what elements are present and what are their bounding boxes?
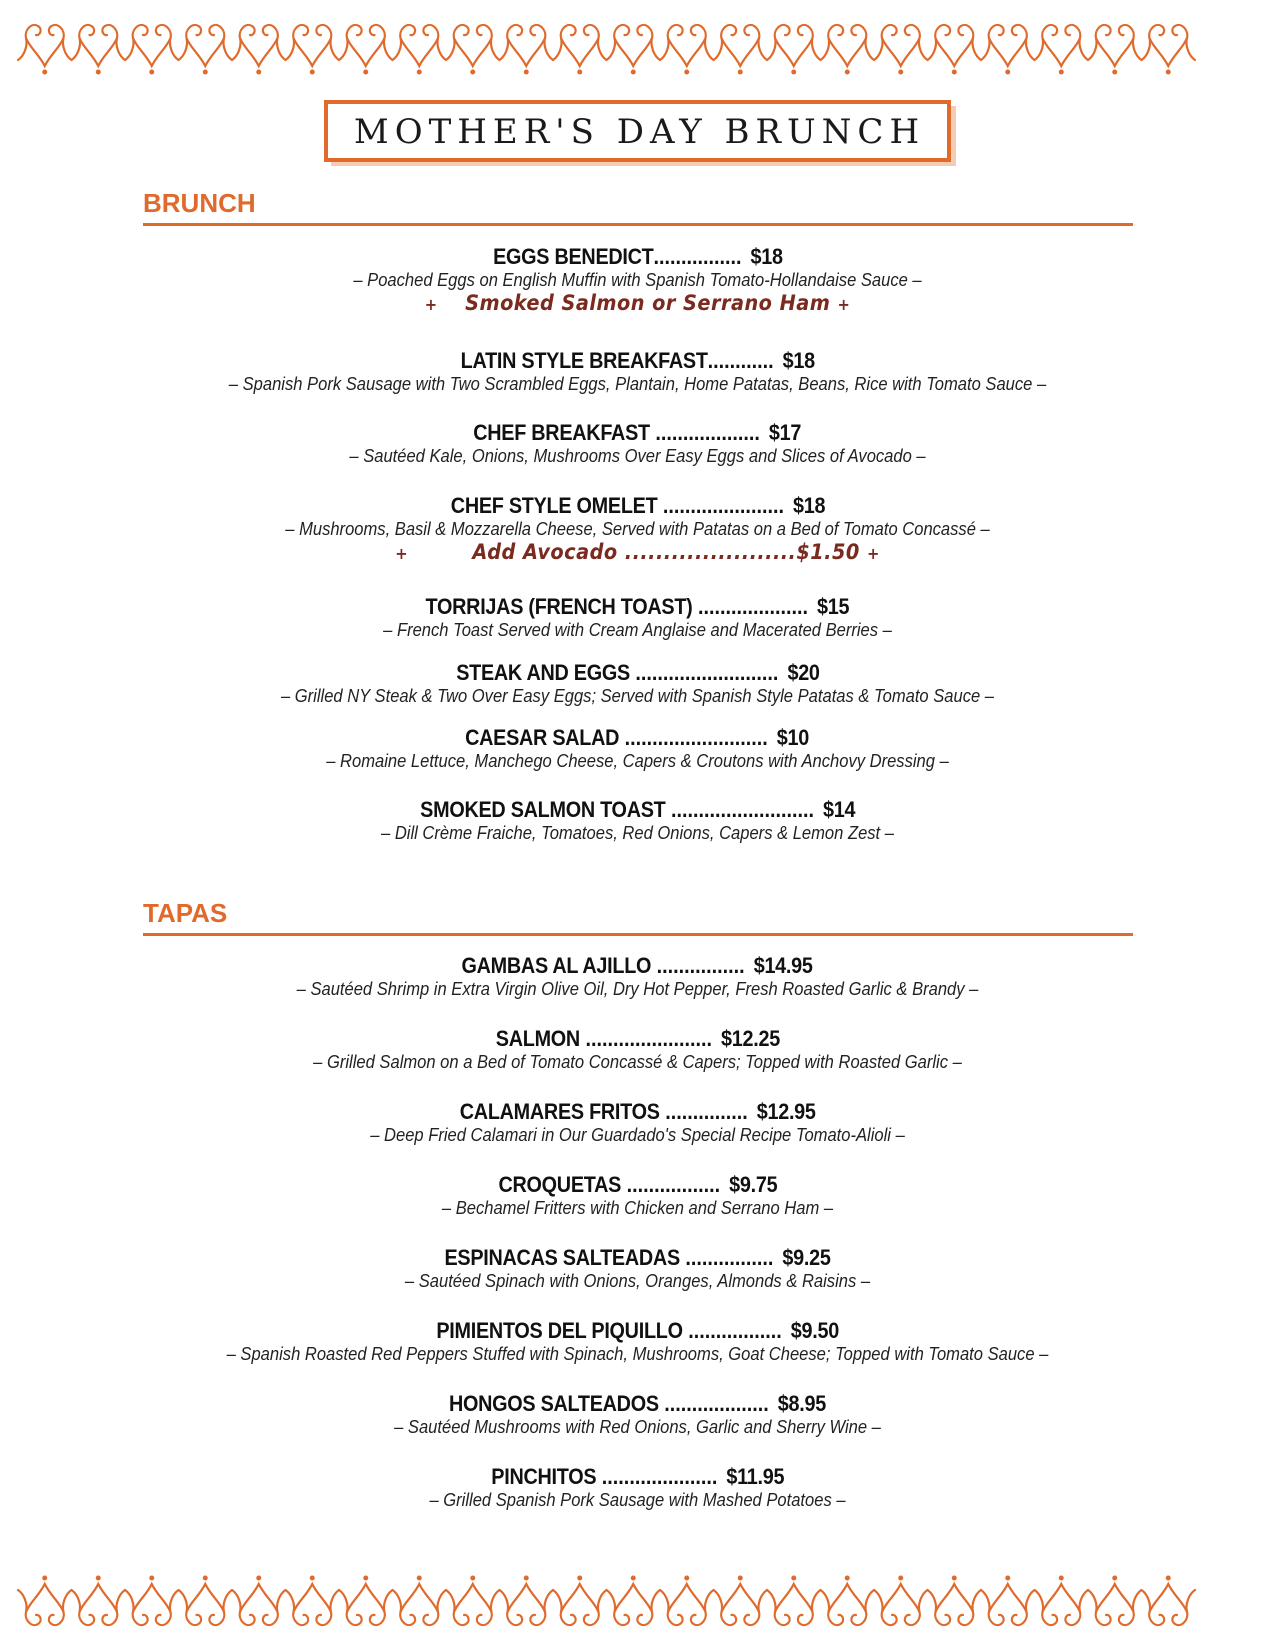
menu-item-leader-dots: ................... bbox=[658, 1391, 769, 1416]
menu-item-leader-dots: ................ bbox=[679, 1245, 774, 1270]
scroll-ornament bbox=[553, 25, 607, 75]
scroll-ornament bbox=[1142, 1576, 1196, 1626]
scroll-ornament bbox=[660, 1576, 714, 1626]
menu-item-name: ESPINACAS SALTEADAS bbox=[444, 1245, 680, 1270]
menu-item-leader-dots: ............ bbox=[707, 348, 774, 373]
scroll-ornament bbox=[339, 25, 393, 75]
menu-item-leader-dots: .................... bbox=[692, 594, 809, 619]
scroll-ornament bbox=[553, 1576, 607, 1626]
menu-item-title-line bbox=[420, 797, 855, 823]
menu-item-price: $14.95 bbox=[754, 953, 814, 978]
scroll-ornament bbox=[767, 25, 821, 75]
menu-item-description: – Spanish Pork Sausage with Two Scrambled Eggs, Plantain, Home Patatas, Beans, Rice with Tomato Sauce – bbox=[228, 374, 1047, 394]
menu-item bbox=[0, 797, 1275, 844]
scroll-ornament bbox=[714, 25, 768, 75]
menu-item-name: TORRIJAS (FRENCH TOAST) bbox=[425, 594, 693, 619]
menu-item-name: CHEF STYLE OMELET bbox=[450, 493, 657, 518]
scroll-ornament bbox=[446, 1576, 500, 1626]
menu-item-leader-dots: ................ bbox=[653, 244, 742, 269]
menu-item bbox=[0, 1172, 1275, 1219]
scroll-ornament bbox=[286, 25, 340, 75]
menu-item-description: – Romaine Lettuce, Manchego Cheese, Capers & Croutons with Anchovy Dressing – bbox=[326, 751, 949, 771]
menu-item bbox=[0, 1245, 1275, 1292]
menu-item-price: $14 bbox=[822, 797, 856, 822]
scroll-ornament bbox=[500, 25, 554, 75]
scroll-ornament bbox=[874, 1576, 928, 1626]
menu-item-leader-dots: ....................... bbox=[579, 1026, 712, 1051]
menu-item bbox=[0, 244, 1275, 315]
scroll-ornament bbox=[1142, 25, 1196, 75]
scroll-ornament bbox=[1088, 1576, 1142, 1626]
plus-icon: + bbox=[395, 544, 409, 563]
menu-item-description: – Sautéed Spinach with Onions, Oranges, Almonds & Raisins – bbox=[404, 1271, 871, 1291]
menu-item-name: SMOKED SALMON TOAST bbox=[419, 797, 666, 822]
scroll-ornament bbox=[928, 25, 982, 75]
menu-item-name: CAESAR SALAD bbox=[465, 725, 620, 750]
bottom-ornamental-border bbox=[0, 1562, 1275, 1642]
scroll-ornament bbox=[1088, 25, 1142, 75]
menu-item-price: $9.25 bbox=[782, 1245, 831, 1270]
scroll-ornament bbox=[18, 25, 72, 75]
menu-item-title-line bbox=[436, 1318, 839, 1344]
scroll-ornament bbox=[821, 1576, 875, 1626]
brunch-divider bbox=[143, 223, 1133, 226]
menu-item bbox=[0, 725, 1275, 772]
menu-item-price: $10 bbox=[777, 725, 810, 750]
menu-item-description: – Poached Eggs on English Muffin with Spanish Tomato-Hollandaise Sauce – bbox=[353, 270, 922, 290]
menu-item-description: – Grilled Spanish Pork Sausage with Mashed Potatoes – bbox=[429, 1490, 846, 1510]
plus-icon: + bbox=[866, 544, 880, 563]
menu-item bbox=[0, 953, 1275, 1000]
menu-item-name: GAMBAS AL AJILLO bbox=[461, 953, 652, 978]
scroll-ornament bbox=[125, 1576, 179, 1626]
scroll-ornament bbox=[339, 1576, 393, 1626]
menu-item-leader-dots: .......................... bbox=[619, 725, 769, 750]
menu-item-description: – Dill Crème Fraiche, Tomatoes, Red Onions, Capers & Lemon Zest – bbox=[381, 823, 894, 843]
menu-item-title-line bbox=[460, 1099, 816, 1125]
menu-item-name: CHEF BREAKFAST bbox=[473, 420, 651, 445]
menu-item-title-line bbox=[450, 493, 824, 519]
title-banner bbox=[0, 100, 1275, 162]
brunch-section-header bbox=[143, 188, 1133, 226]
scroll-ornament bbox=[72, 25, 126, 75]
scroll-ornament bbox=[981, 25, 1035, 75]
menu-item bbox=[0, 493, 1275, 564]
menu-item-title-line bbox=[498, 1172, 777, 1198]
menu-item-leader-dots: .......................... bbox=[629, 660, 779, 685]
menu-item-price: $9.75 bbox=[728, 1172, 777, 1197]
menu-item-name: HONGOS SALTEADOS bbox=[448, 1391, 659, 1416]
tapas-divider bbox=[143, 933, 1133, 936]
scroll-ornament bbox=[393, 25, 447, 75]
menu-item-title-line bbox=[460, 348, 814, 374]
scroll-ornament bbox=[660, 25, 714, 75]
menu-item bbox=[0, 594, 1275, 641]
menu-item-description: – Grilled NY Steak & Two Over Easy Eggs; Served with Spanish Style Patatas & Tomato Sauce – bbox=[280, 686, 995, 706]
menu-item-name: EGGS BENEDICT bbox=[492, 244, 654, 269]
menu-item-description: – Deep Fried Calamari in Our Guardado's Special Recipe Tomato-Alioli – bbox=[370, 1125, 905, 1145]
page-title: MOTHER'S DAY BRUNCH bbox=[353, 112, 926, 152]
menu-item-name: SALMON bbox=[495, 1026, 580, 1051]
menu-item-leader-dots: ................. bbox=[620, 1172, 720, 1197]
menu-item-price: $15 bbox=[817, 594, 850, 619]
menu-item-title-line bbox=[456, 660, 819, 686]
menu-item bbox=[0, 1099, 1275, 1146]
menu-item-name: PIMIENTOS DEL PIQUILLO bbox=[436, 1318, 683, 1343]
scroll-ornament bbox=[607, 25, 661, 75]
menu-item-title-line bbox=[426, 594, 850, 620]
scroll-ornament bbox=[821, 25, 875, 75]
menu-item-description: – Sautéed Kale, Onions, Mushrooms Over Easy Eggs and Slices of Avocado – bbox=[349, 446, 926, 466]
scroll-ornament bbox=[446, 25, 500, 75]
scroll-ornament bbox=[928, 1576, 982, 1626]
menu-item-name: CROQUETAS bbox=[498, 1172, 621, 1197]
scroll-ornament bbox=[286, 1576, 340, 1626]
menu-item-title-line bbox=[466, 725, 810, 751]
menu-item-title-line bbox=[491, 1464, 784, 1490]
menu-item-title-line bbox=[493, 244, 783, 270]
scroll-ornament bbox=[72, 1576, 126, 1626]
menu-item-price: $9.50 bbox=[790, 1318, 839, 1343]
menu-item-description: – Bechamel Fritters with Chicken and Serrano Ham – bbox=[441, 1198, 834, 1218]
menu-item-description: – French Toast Served with Cream Anglaise and Macerated Berries – bbox=[383, 620, 892, 640]
menu-item-leader-dots: ...................... bbox=[656, 493, 784, 518]
menu-item-addon bbox=[51, 540, 1224, 564]
menu-item-name: CALAMARES FRITOS bbox=[459, 1099, 660, 1124]
menu-item-price: $18 bbox=[750, 244, 783, 269]
menu-item bbox=[0, 1026, 1275, 1073]
menu-item-leader-dots: ................. bbox=[682, 1318, 782, 1343]
menu-item-price: $17 bbox=[769, 420, 802, 445]
title-box bbox=[324, 100, 951, 162]
menu-item bbox=[0, 348, 1275, 395]
menu-item-price: $18 bbox=[792, 493, 825, 518]
menu-item bbox=[0, 420, 1275, 467]
menu-item-title-line bbox=[462, 953, 813, 979]
menu-item bbox=[0, 1391, 1275, 1438]
menu-item-addon-text: Smoked Salmon or Serrano Ham bbox=[465, 291, 831, 315]
menu-item-price: $20 bbox=[787, 660, 820, 685]
menu-item-description: – Sautéed Mushrooms with Red Onions, Garlic and Sherry Wine – bbox=[394, 1417, 881, 1437]
menu-item-price: $12.95 bbox=[756, 1099, 816, 1124]
tapas-section-header bbox=[143, 898, 1133, 936]
menu-item-price: $8.95 bbox=[777, 1391, 827, 1416]
menu-item-description: – Spanish Roasted Red Peppers Stuffed with Spinach, Mushrooms, Goat Cheese; Topped with Tomato Sauce – bbox=[226, 1344, 1049, 1364]
menu-item-description: – Sautéed Shrimp in Extra Virgin Olive Oil, Dry Hot Pepper, Fresh Roasted Garlic & Brandy – bbox=[296, 979, 979, 999]
menu-item-title-line bbox=[449, 1391, 826, 1417]
scroll-ornament bbox=[232, 1576, 286, 1626]
scroll-ornament bbox=[18, 1576, 72, 1626]
tapas-heading: TAPAS bbox=[143, 898, 228, 928]
menu-item-addon bbox=[51, 291, 1224, 315]
scroll-ornament bbox=[125, 25, 179, 75]
menu-item-leader-dots: ................... bbox=[650, 420, 761, 445]
menu-item-leader-dots: ..................... bbox=[596, 1464, 718, 1489]
scroll-ornament bbox=[1035, 1576, 1089, 1626]
scroll-ornament bbox=[1035, 25, 1089, 75]
scroll-ornament bbox=[179, 25, 233, 75]
menu-item-name: STEAK AND EGGS bbox=[455, 660, 630, 685]
menu-item bbox=[0, 1318, 1275, 1365]
plus-icon: + bbox=[424, 295, 438, 314]
menu-item-price: $18 bbox=[782, 348, 815, 373]
menu-item-title-line bbox=[474, 420, 802, 446]
scroll-ornament bbox=[767, 1576, 821, 1626]
menu-item-description: – Mushrooms, Basil & Mozzarella Cheese, Served with Patatas on a Bed of Tomato Concassé – bbox=[285, 519, 990, 539]
menu-item-price: $12.25 bbox=[720, 1026, 780, 1051]
menu-item-leader-dots: .......................... bbox=[665, 797, 814, 822]
scroll-ornament bbox=[179, 1576, 233, 1626]
menu-item bbox=[0, 1464, 1275, 1511]
scroll-ornament bbox=[981, 1576, 1035, 1626]
menu-item-title-line bbox=[495, 1026, 779, 1052]
scroll-ornament bbox=[393, 1576, 447, 1626]
scroll-ornament bbox=[232, 25, 286, 75]
menu-item-title-line bbox=[444, 1245, 830, 1271]
brunch-heading: BRUNCH bbox=[143, 188, 256, 218]
menu-item-description: – Grilled Salmon on a Bed of Tomato Concassé & Capers; Topped with Roasted Garlic – bbox=[313, 1052, 962, 1072]
menu-item-leader-dots: ............... bbox=[659, 1099, 748, 1124]
top-ornamental-border bbox=[0, 8, 1275, 88]
plus-icon: + bbox=[837, 295, 851, 314]
menu-item-leader-dots: ................ bbox=[651, 953, 746, 978]
menu-item bbox=[0, 660, 1275, 707]
scroll-ornament bbox=[500, 1576, 554, 1626]
menu-item-name: PINCHITOS bbox=[491, 1464, 597, 1489]
scroll-ornament bbox=[714, 1576, 768, 1626]
scroll-ornament bbox=[874, 25, 928, 75]
menu-item-name: LATIN STYLE BREAKFAST bbox=[460, 348, 708, 373]
scroll-ornament bbox=[607, 1576, 661, 1626]
menu-item-price: $11.95 bbox=[726, 1464, 784, 1489]
menu-item-addon-text: Add Avocado ......................$1.50 bbox=[472, 540, 860, 564]
